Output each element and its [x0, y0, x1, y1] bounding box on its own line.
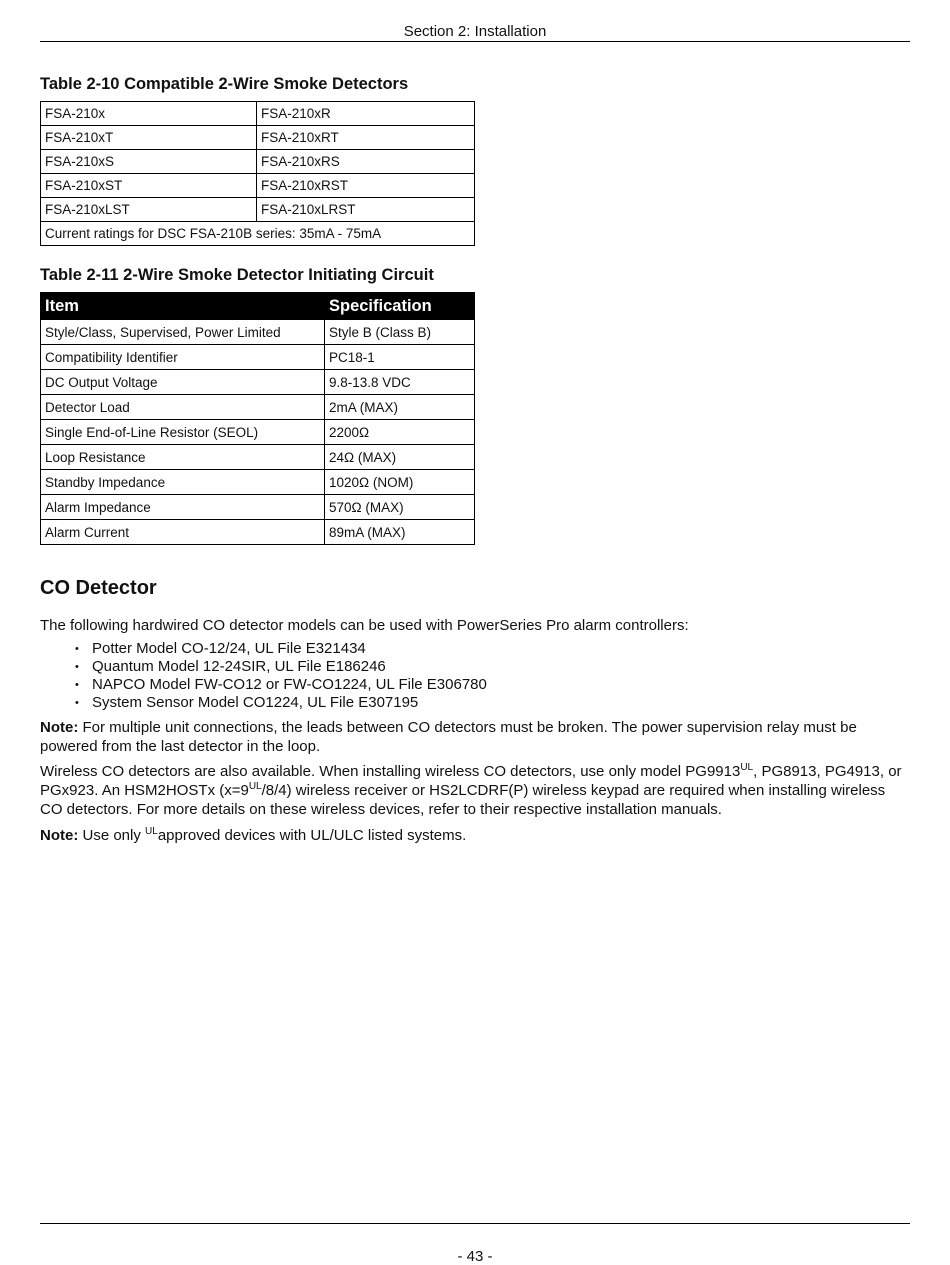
table-row [41, 126, 475, 150]
table-cell: Style B (Class B) [325, 320, 475, 345]
table-footer-row [41, 222, 475, 246]
ul-superscript: UL [740, 762, 754, 773]
ul-superscript: UL [248, 781, 262, 792]
table-cell: FSA-210xT [41, 126, 257, 150]
table-2-11-caption: Table 2-11 2-Wire Smoke Detector Initiating Circuit [40, 266, 434, 284]
table-row [41, 198, 475, 222]
table-row [41, 470, 475, 495]
co-detector-heading: CO Detector [40, 577, 157, 599]
current-ratings-note: Current ratings for DSC FSA-210B series: 35mA - 75mA [41, 222, 475, 246]
table-row [41, 420, 475, 445]
ul-superscript: UL [145, 826, 158, 837]
table-row [41, 395, 475, 420]
wireless-text: , PG8913, PG4913, or PGx923. An HSM2HOSTx (x=9 [40, 763, 902, 799]
ul-approved-note [40, 826, 910, 845]
table-cell: FSA-210xR [257, 102, 475, 126]
table-cell: Alarm Impedance [41, 495, 325, 520]
note-text: approved devices with UL/ULC listed systems. [157, 827, 467, 844]
table-cell: 89mA (MAX) [325, 520, 475, 545]
table-cell: Compatibility Identifier [41, 345, 325, 370]
table-cell: 2200Ω [325, 420, 475, 445]
table-row [41, 370, 475, 395]
page-number: - 43 - [457, 1248, 493, 1265]
table-row [41, 345, 475, 370]
table-cell: Loop Resistance [41, 445, 325, 470]
table-cell: Detector Load [41, 395, 325, 420]
note-text: For multiple unit connections, the leads between CO detectors must be broken. The power supervision relay must be powered from the last detector in the loop. [40, 719, 857, 755]
co-intro-paragraph: The following hardwired CO detector models can be used with PowerSeries Pro alarm controllers: [40, 617, 689, 634]
footer-divider [40, 1223, 910, 1224]
note-text: Use only [78, 827, 146, 844]
table-cell: Alarm Current [41, 520, 325, 545]
table-cell: 2mA (MAX) [325, 395, 475, 420]
table-cell: Standby Impedance [41, 470, 325, 495]
column-header-item: Item [41, 293, 325, 320]
table-2-10-caption: Table 2-10 Compatible 2-Wire Smoke Detectors [40, 75, 409, 93]
table-cell: PC18-1 [325, 345, 475, 370]
table-cell: 570Ω (MAX) [325, 495, 475, 520]
multiple-unit-note [40, 718, 910, 756]
table-cell: Style/Class, Supervised, Power Limited [41, 320, 325, 345]
co-model-list [40, 640, 487, 712]
table-row [41, 520, 475, 545]
wireless-text: /8/4) wireless receiver or HS2LCDRF(P) wireless keypad are required when installing wireless CO detectors. For more details on these wireless devices, refer to their respective installation manuals. [40, 782, 886, 818]
table-row [41, 102, 475, 126]
table-cell: FSA-210xS [41, 150, 257, 174]
table-cell: 1020Ω (NOM) [325, 470, 475, 495]
list-item: • Quantum Model 12-24SIR, UL File E186246 [92, 658, 487, 676]
table-cell: Single End-of-Line Resistor (SEOL) [41, 420, 325, 445]
wireless-text: Wireless CO detectors are also available. When installing wireless CO detectors, use only model PG9913 [40, 763, 741, 780]
list-item: • Potter Model CO-12/24, UL File E321434 [92, 640, 487, 658]
table-row [41, 495, 475, 520]
compatible-detectors-table [40, 101, 475, 246]
table-cell: FSA-210xRT [257, 126, 475, 150]
table-cell: FSA-210xLST [41, 198, 257, 222]
note-label: Note: [40, 719, 79, 736]
table-cell: 24Ω (MAX) [325, 445, 475, 470]
wireless-paragraph [40, 762, 910, 819]
table-cell: DC Output Voltage [41, 370, 325, 395]
table-cell: FSA-210xRS [257, 150, 475, 174]
header-divider [40, 41, 910, 42]
table-row [41, 150, 475, 174]
initiating-circuit-table [40, 292, 475, 545]
table-cell: FSA-210xST [41, 174, 257, 198]
table-cell: FSA-210x [41, 102, 257, 126]
note-label: Note: [40, 827, 79, 844]
table-header-row [41, 293, 475, 320]
page-header: Section 2: Installation [403, 23, 547, 40]
table-cell: FSA-210xLRST [257, 198, 475, 222]
table-row [41, 174, 475, 198]
table-row [41, 320, 475, 345]
column-header-specification: Specification [325, 293, 475, 320]
table-cell: FSA-210xRST [257, 174, 475, 198]
table-row [41, 445, 475, 470]
list-item: • System Sensor Model CO1224, UL File E307195 [92, 694, 487, 712]
table-cell: 9.8-13.8 VDC [325, 370, 475, 395]
list-item: • NAPCO Model FW-CO12 or FW-CO1224, UL File E306780 [92, 676, 487, 694]
